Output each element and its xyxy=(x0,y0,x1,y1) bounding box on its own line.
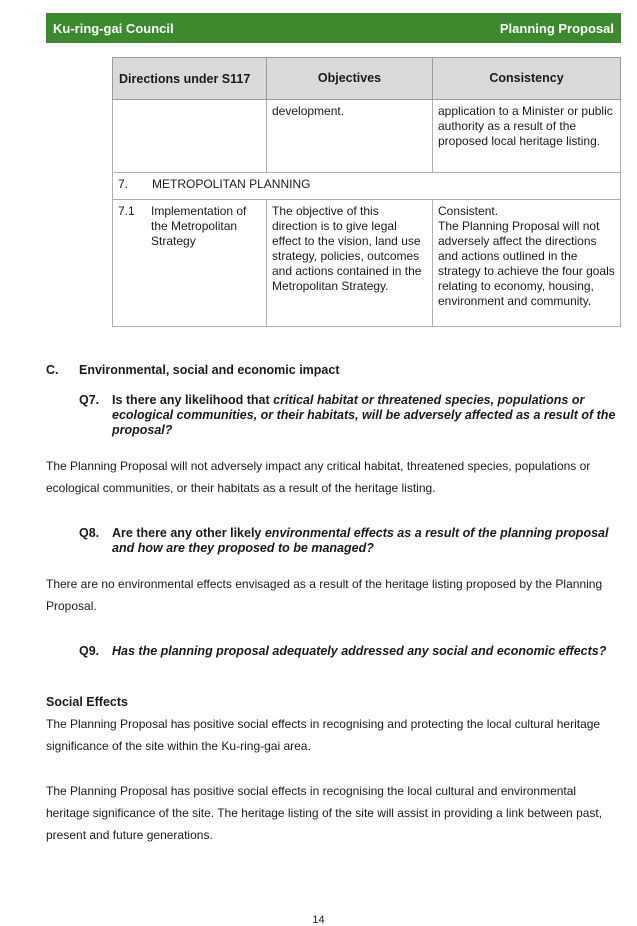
consistency-status: Consistent. xyxy=(438,204,499,218)
section-title: Environmental, social and economic impact xyxy=(79,363,340,377)
cell-objectives: development. xyxy=(267,100,433,173)
cell-direction xyxy=(147,100,267,173)
table-row xyxy=(113,200,621,327)
header-objectives: Objectives xyxy=(267,58,433,100)
social-effects-heading: Social Effects xyxy=(46,695,128,709)
question-number: Q9. xyxy=(79,644,100,658)
table-header-row xyxy=(113,58,621,100)
question-number: Q7. xyxy=(79,393,100,407)
cell-consistency: application to a Minister or public authority as a result of the proposed local heritage listing. xyxy=(433,100,621,173)
question-q9 xyxy=(79,644,619,659)
section-number: 7. xyxy=(113,173,148,200)
consistency-text: The Planning Proposal will not adversely affect the directions and actions outlined in the strategy to achieve the four goals relating to economy, housing, environment and community. xyxy=(438,219,615,308)
cell-number xyxy=(113,100,148,173)
question-italic: Has the planning proposal adequately addressed any social and economic effects? xyxy=(112,644,607,658)
cell-consistency xyxy=(433,200,621,327)
page-header xyxy=(46,13,621,43)
question-italic: critical habitat or threatened species, populations or ecological communities, or their habitats, will be adversely affected as a result of the proposal? xyxy=(112,393,616,437)
question-italic: environmental effects as a result of the planning proposal and how are they proposed to be managed? xyxy=(112,526,609,555)
section-label: C. xyxy=(46,363,59,377)
question-number: Q8. xyxy=(79,526,100,540)
header-directions: Directions under S117 xyxy=(113,58,267,100)
page-number: 14 xyxy=(312,914,325,926)
answer-q7: The Planning Proposal will not adversely impact any critical habitat, threatened species, populations or ecological communities, or their habitats as a result of the heritage listing. xyxy=(46,459,591,495)
question-q7 xyxy=(79,393,619,438)
cell-objectives: The objective of this direction is to give legal effect to the vision, land use strategy, policies, outcomes and actions contained in the Metropolitan Strategy. xyxy=(267,200,433,327)
table-section-row xyxy=(113,173,621,200)
social-paragraph-2: The Planning Proposal has positive social effects in recognising the local cultural and environmental heritage significance of the site. The heritage listing of the site will assist in providing a link between past, present and future generations. xyxy=(46,784,603,842)
header-consistency: Consistency xyxy=(433,58,621,100)
table-row xyxy=(113,100,621,173)
directions-table xyxy=(112,57,621,327)
cell-direction: Implementation of the Metropolitan Strategy xyxy=(147,200,267,327)
section-title: METROPOLITAN PLANNING xyxy=(147,173,621,200)
question-lead: Are there any other likely xyxy=(112,526,262,540)
section-heading xyxy=(46,363,340,377)
social-paragraph-1: The Planning Proposal has positive social effects in recognising and protecting the local cultural heritage significance of the site within the Ku-ring-gai area. xyxy=(46,717,601,753)
answer-q8: There are no environmental effects envisaged as a result of the heritage listing proposed by the Planning Proposal. xyxy=(46,577,603,613)
document-title: Planning Proposal xyxy=(499,20,614,36)
question-lead: Is there any likelihood that xyxy=(112,393,270,407)
question-q8 xyxy=(79,526,619,556)
council-name: Ku-ring-gai Council xyxy=(53,20,174,36)
cell-number: 7.1 xyxy=(113,200,148,327)
